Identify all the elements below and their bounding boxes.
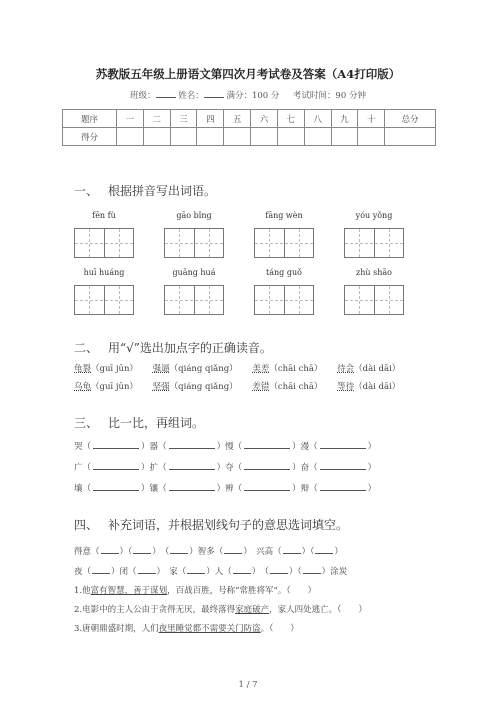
score-cell[interactable] [170,128,197,146]
answer-blank[interactable] [138,566,156,574]
class-blank [156,90,176,98]
compare-char: 辩 [300,484,310,494]
section-number: 四、 [74,518,99,532]
section-title: 补充词语，并根据划线句子的意思选词填空。 [108,518,349,532]
idiom-text: ）智多（ [189,547,224,557]
writing-grid[interactable] [74,285,134,315]
pinyin-label: yóu yǒng [355,211,393,220]
writing-grid[interactable] [344,285,404,315]
score-cell[interactable] [385,128,436,146]
sentence-item [74,622,299,634]
reading-options[interactable]: （dài dāi） [354,382,401,392]
page-number: 1 / 7 [238,680,258,690]
reading-word: 乌龟 [74,382,92,392]
section-number: 二、 [74,341,99,355]
answer-blank[interactable] [320,441,366,449]
writing-grid[interactable] [344,228,404,258]
score-cell[interactable] [358,128,385,146]
compare-char: 慢 [225,442,234,452]
reading-word: 待会 [337,364,355,374]
idiom-text: 夜（ [74,567,92,577]
reading-word: 差错 [252,382,270,392]
sentence-text: ，百战百胜，号称“常胜将军”。（ ） [167,586,317,596]
score-header-cell: 六 [251,110,278,128]
compare-char: 漫 [300,442,310,452]
writing-grid[interactable] [74,228,134,258]
reading-options[interactable]: （qiáng qiǎng） [169,382,238,392]
underlined-phrase: 夜里睡觉都不需要关门防盗 [158,624,261,634]
answer-blank[interactable] [93,441,139,449]
exam-time: 考试时间：90 分钟 [292,91,366,101]
answer-blank[interactable] [101,546,119,554]
answer-blank[interactable] [244,462,290,470]
answer-blank[interactable] [244,483,290,491]
pinyin-label: fāng wèn [265,211,303,220]
answer-blank[interactable] [93,483,139,491]
sentence-text: 3.唐朝鼎盛时期，人们 [74,624,159,634]
answer-blank[interactable] [170,546,188,554]
reading-row [74,362,412,374]
section-title: 比一比，再组词。 [108,416,205,430]
compare-char: 奋 [300,463,310,473]
compare-char: 夺 [225,463,234,473]
idiom-text: ）（ [288,567,302,577]
writing-grid[interactable] [164,285,224,315]
section-title: 根据拼音写出词语。 [108,184,217,198]
answer-blank[interactable] [93,462,139,470]
pinyin-label: táng guǒ [266,268,302,277]
class-label: 班级： [130,91,156,101]
reading-word: 等待 [337,382,355,392]
idiom-text: ）（ [119,547,133,557]
name-label: 姓名： [178,91,204,101]
idiom-text: ）闭（ [111,567,137,577]
compare-char: 壤 [74,484,83,494]
pinyin-label: gāo bǐng [176,211,212,220]
reading-options[interactable]: （guī jūn） [91,382,138,392]
score-header-cell: 五 [224,110,251,128]
idiom-text: ） 兴高（ [243,547,282,557]
idiom-text: ） [334,547,343,557]
exam-meta [0,89,496,101]
idiom-row [74,545,343,557]
pinyin-label: huī huáng [83,268,125,277]
section-heading [74,182,216,199]
compare-char: 辨 [225,484,234,494]
score-cell[interactable] [251,128,278,146]
compare-char: 广 [74,463,83,473]
writing-grid[interactable] [254,228,314,258]
answer-blank[interactable] [270,566,288,574]
answer-blank[interactable] [187,566,205,574]
reading-options[interactable]: （guī jūn） [91,364,138,374]
writing-grid[interactable] [164,228,224,258]
score-cell[interactable] [117,128,144,146]
answer-blank[interactable] [244,441,290,449]
sentence-item [74,603,367,615]
idiom-text: ） 家（ [156,567,187,577]
answer-blank[interactable] [224,546,242,554]
reading-word: 坚强 [152,382,170,392]
answer-blank[interactable] [283,546,301,554]
score-header-cell: 三 [170,110,197,128]
score-header-cell: 四 [197,110,224,128]
sentence-text: 2.电影中的主人公由于贪得无厌，最终落得 [74,605,236,615]
answer-blank[interactable] [169,441,215,449]
compare-row: 壤（ ）镶（ ）辨（ ）辩（ ） [74,484,377,494]
section-title: 用“√”选出加点字的正确读音。 [108,341,272,355]
idiom-text: ）（ [301,547,315,557]
section-heading [74,414,204,431]
compare-char: 镶 [149,484,159,494]
reading-options[interactable]: （chāi chā） [269,364,323,374]
idiom-text: ） （ [251,567,269,577]
answer-blank[interactable] [133,546,151,554]
score-cell[interactable] [304,128,331,146]
reading-options[interactable]: （chāi chā） [269,382,323,392]
score-cell[interactable] [331,128,358,146]
reading-row [74,380,412,392]
writing-grid[interactable] [254,285,314,315]
score-header-cell: 十 [358,110,385,128]
reading-options[interactable]: （qiáng qiǎng） [169,364,238,374]
compare-char: 哭 [74,442,83,452]
answer-blank[interactable] [233,566,251,574]
answer-blank[interactable] [169,462,215,470]
answer-blank[interactable] [320,483,366,491]
compare-row: 哭（ ）器（ ）慢（ ）漫（ ） [74,442,377,452]
page-title: 苏教版五年级上册语文第四次月考试卷及答案（A4打印版） [95,67,401,81]
sentence-text: 。（ ） [260,624,299,634]
score-value-row [63,128,436,146]
pinyin-label: guāng huá [172,268,216,277]
sentence-text: 1.他 [74,586,91,596]
sentence-text: ，家人四处逃亡。（ ） [269,605,367,615]
idiom-text: ） （ [152,547,170,557]
reading-word: 美差 [252,364,270,374]
underlined-phrase: 富有智慧，善于谋划 [90,586,168,596]
pinyin-label: zhù shāo [356,268,392,277]
score-header-cell: 八 [304,110,331,128]
full-score: 满分：100 分 [226,91,280,101]
idiom-text: ）人（ [206,567,232,577]
score-table [62,109,436,146]
answer-blank[interactable] [92,566,110,574]
section-heading [74,339,272,356]
section-number: 三、 [74,416,99,430]
compare-char: 扩 [149,463,159,473]
sentence-item [74,584,316,596]
idiom-row [74,565,347,577]
underlined-phrase: 家庭破产 [235,605,270,615]
compare-row: 广（ ）扩（ ）夺（ ）奋（ ） [74,463,377,473]
section-heading [74,516,348,533]
pinyin-label: fēn fù [92,211,116,220]
compare-char: 器 [149,442,159,452]
score-header-cell: 题序 [63,110,117,128]
reading-options[interactable]: （dài dāi） [354,364,401,374]
score-header-cell: 二 [143,110,170,128]
score-cell[interactable] [197,128,224,146]
score-row-label: 得分 [63,128,117,146]
section-number: 一、 [74,184,99,198]
score-cell[interactable] [224,128,251,146]
score-header-row [63,110,436,128]
answer-blank[interactable] [315,546,333,554]
score-header-cell: 一 [117,110,144,128]
idiom-text: ）涂炭 [321,567,348,577]
score-header-cell: 七 [277,110,304,128]
score-cell[interactable] [143,128,170,146]
score-header-cell: 九 [331,110,358,128]
name-blank [204,90,224,98]
reading-word: 龟裂 [74,364,92,374]
score-header-cell: 总分 [385,110,436,128]
reading-word: 强逼 [152,364,170,374]
score-cell[interactable] [277,128,304,146]
idiom-text: 得意（ [74,547,100,557]
answer-blank[interactable] [303,566,321,574]
answer-blank[interactable] [320,462,366,470]
answer-blank[interactable] [169,483,215,491]
